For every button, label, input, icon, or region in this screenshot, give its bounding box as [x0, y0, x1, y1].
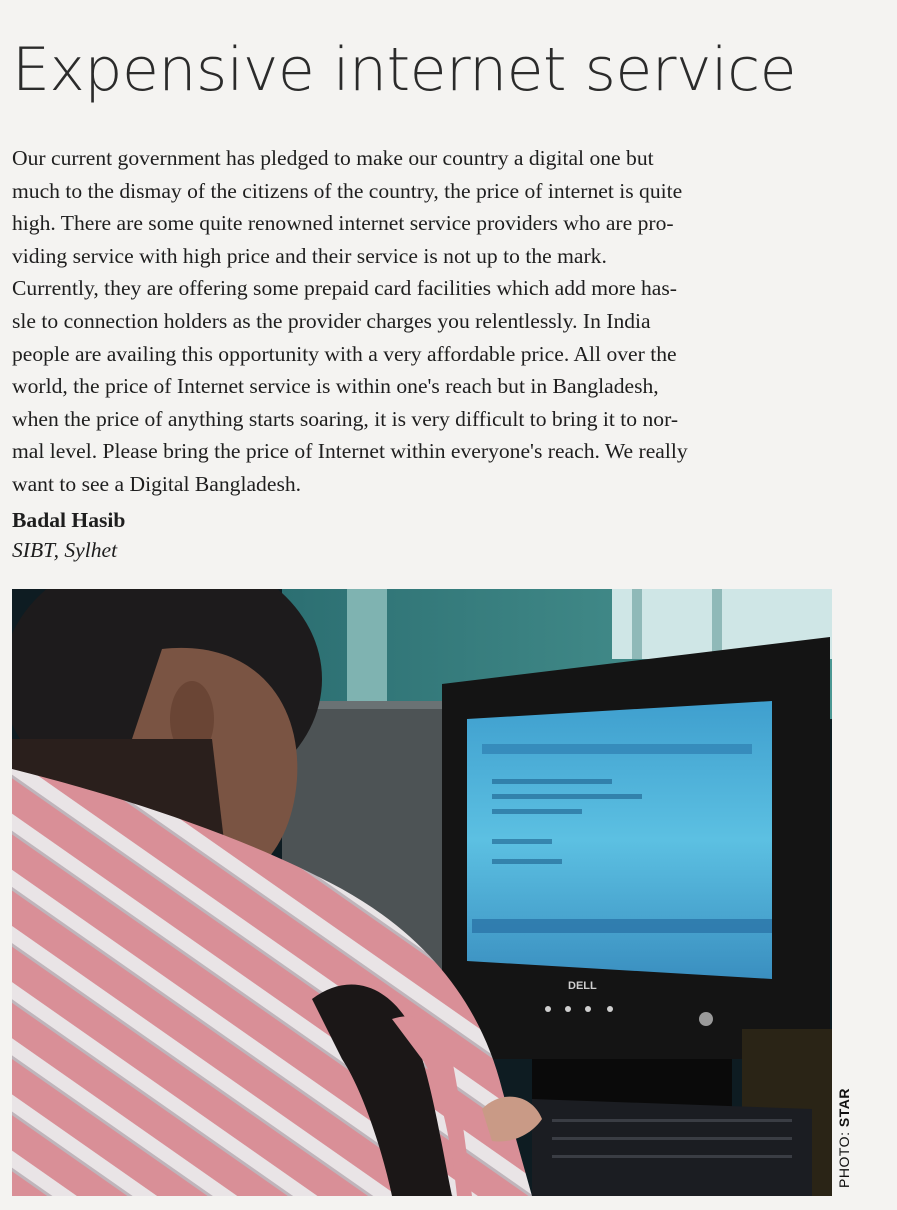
photo-illustration — [12, 589, 832, 1196]
body-line: viding service with high price and their service is not up to the mark. — [12, 243, 607, 268]
body-line: mal level. Please bring the price of Internet within everyone's reach. We really — [12, 439, 688, 464]
headline: Expensive internet service — [12, 35, 797, 105]
body-line: people are availing this opportunity with a very affordable price. All over the — [12, 341, 677, 366]
body-line: Currently, they are offering some prepaid card facilities which add more has- — [12, 276, 677, 301]
letter-body — [12, 142, 872, 501]
author-affiliation: SIBT, Sylhet — [12, 538, 118, 562]
body-line: sle to connection holders as the provider charges you relentlessly. In India — [12, 308, 651, 333]
body-line: world, the price of Internet service is within one's reach but in Bangladesh, — [12, 374, 659, 399]
body-line: much to the dismay of the citizens of the country, the price of internet is quite — [12, 178, 683, 203]
photo-credit — [832, 1079, 856, 1197]
photo-credit-label: PHOTO: — [836, 1131, 852, 1188]
window-bar — [632, 589, 642, 659]
body-line: when the price of anything starts soaring, it is very difficult to bring it to nor- — [12, 406, 679, 431]
monitor-brand: DELL — [568, 980, 597, 992]
news-photo — [12, 589, 832, 1196]
author-name: Badal Hasib — [12, 508, 126, 532]
photo-credit-source: STAR — [836, 1088, 852, 1128]
keyboard — [532, 1099, 812, 1196]
curtain — [347, 589, 387, 709]
monitor — [442, 637, 830, 1059]
body-line: want to see a Digital Bangladesh. — [12, 471, 302, 496]
body-line: Our current government has pledged to make our country a digital one but — [12, 146, 654, 170]
body-line: high. There are some quite renowned internet service providers who are pro- — [12, 211, 674, 236]
window-bar — [712, 589, 722, 659]
